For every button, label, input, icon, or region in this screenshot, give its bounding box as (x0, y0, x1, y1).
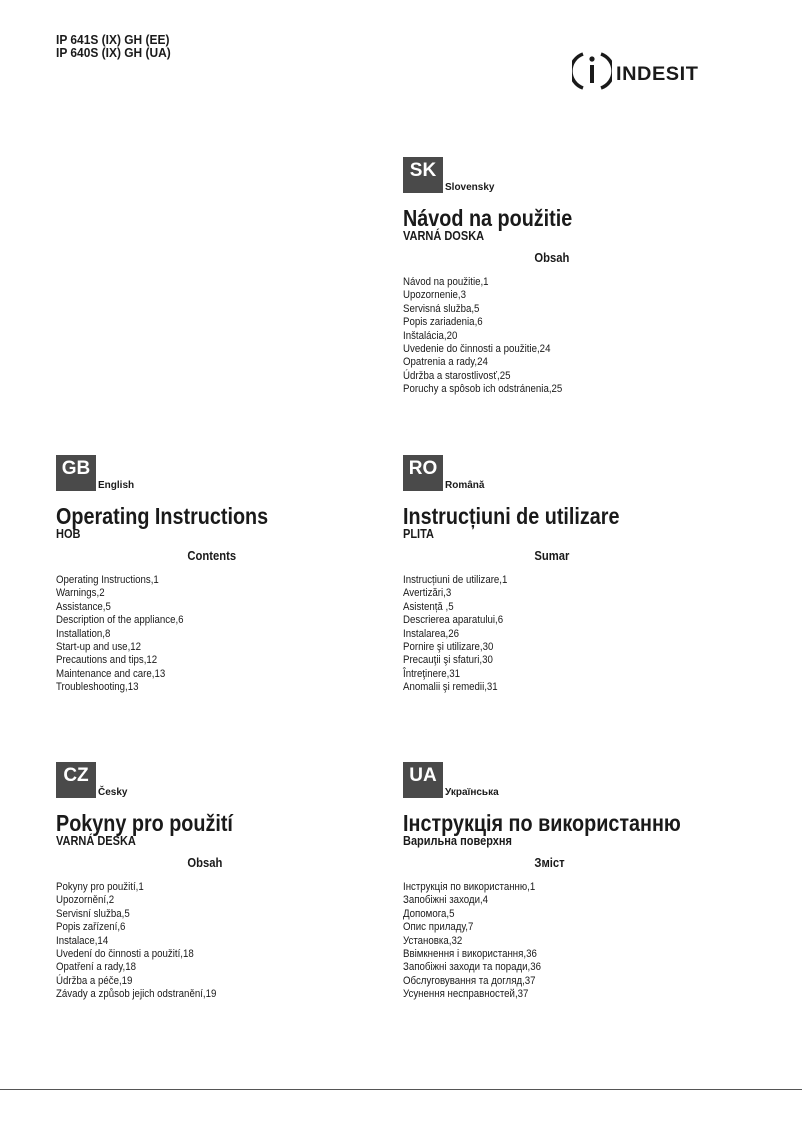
contents-item: Popis zařízení,6 (56, 921, 126, 934)
footer-divider (0, 1089, 802, 1090)
contents-item: Усунення несправностей,37 (403, 988, 529, 1001)
contents-item: Servisná služba,5 (403, 302, 480, 315)
contents-item: Installation,8 (56, 627, 111, 640)
indesit-logo (572, 50, 699, 92)
language-header (56, 762, 386, 798)
contents-item: Instalarea,26 (403, 627, 459, 640)
contents-item: Upozornenie,3 (403, 289, 466, 302)
language-name: Română (445, 480, 485, 491)
contents-item: Ввімкнення і використання,36 (403, 948, 537, 961)
contents-item: Popis zariadenia,6 (403, 316, 483, 329)
contents-list (56, 574, 386, 695)
contents-item: Opatrenia a rady,24 (403, 356, 488, 369)
contents-item: Údržba a starostlivosť,25 (403, 369, 511, 382)
language-code-badge: GB (56, 455, 96, 491)
language-header (403, 762, 733, 798)
contents-item: Pornire şi utilizare,30 (403, 641, 494, 654)
contents-item: Інструкція по використанню,1 (403, 881, 536, 893)
indesit-i-icon (572, 50, 612, 92)
contents-item: Опис приладу,7 (403, 921, 474, 934)
section-subtitle: HOB (56, 527, 81, 541)
contents-item: Description of the appliance,6 (56, 614, 184, 627)
contents-item: Precauţii şi sfaturi,30 (403, 654, 493, 667)
language-section-ua (403, 762, 733, 1002)
section-title: Operating Instructions (56, 503, 269, 529)
contents-item: Запобіжні заходи та поради,36 (403, 961, 541, 974)
language-name: Українська (445, 787, 499, 798)
contents-heading: Obsah (187, 856, 223, 870)
contents-item: Opatření a rady,18 (56, 961, 136, 974)
contents-item: Asistență ,5 (403, 600, 454, 613)
contents-item: Závady a způsob jejich odstranění,19 (56, 988, 217, 1001)
contents-item: Uvedenie do činnosti a použitie,24 (403, 343, 551, 356)
contents-list (403, 881, 733, 1002)
contents-heading: Contents (187, 549, 237, 563)
contents-item: Poruchy a spôsob ich odstránenia,25 (403, 383, 563, 396)
contents-item: Instrucțiuni de utilizare,1 (403, 574, 508, 586)
language-name: Česky (98, 787, 128, 798)
contents-item: Pokyny pro použití,1 (56, 881, 144, 893)
section-subtitle: VARNÁ DOSKA (403, 229, 485, 243)
contents-item: Start-up and use,12 (56, 641, 142, 654)
contents-item: Troubleshooting,13 (56, 681, 139, 694)
language-section-sk (403, 157, 733, 397)
contents-item: Обслуговування та догляд,37 (403, 974, 536, 987)
contents-item: Operating Instructions,1 (56, 574, 159, 586)
language-section-cz (56, 762, 386, 1002)
contents-item: Instalace,14 (56, 934, 109, 947)
section-subtitle: PLITA (403, 527, 434, 541)
contents-item: Допомога,5 (403, 907, 455, 920)
language-section-ro (403, 455, 733, 695)
contents-item: Warnings,2 (56, 587, 105, 600)
model-number: IP 640S (IX) GH (UA) (56, 45, 171, 60)
section-subtitle: Варильна поверхня (403, 834, 512, 848)
contents-heading: Obsah (534, 251, 570, 265)
contents-item: Запобіжні заходи,4 (403, 894, 489, 907)
contents-item: Servisní služba,5 (56, 907, 130, 920)
contents-item: Maintenance and care,13 (56, 667, 166, 680)
contents-item: Návod na použitie,1 (403, 276, 489, 288)
language-code-badge: RO (403, 455, 443, 491)
brand-name: indesit (616, 55, 699, 86)
contents-item: Upozornění,2 (56, 894, 115, 907)
model-numbers (56, 33, 171, 59)
language-section-gb (56, 455, 386, 695)
section-subtitle: VARNÁ DESKA (56, 834, 136, 848)
contents-item: Uvedení do činnosti a použití,18 (56, 948, 194, 961)
language-code-badge: SK (403, 157, 443, 193)
section-title: Інструкція по використанню (403, 810, 681, 836)
language-header (403, 455, 733, 491)
section-title: Instrucțiuni de utilizare (403, 503, 620, 529)
contents-heading: Зміст (534, 856, 565, 870)
contents-item: Descrierea aparatului,6 (403, 614, 504, 627)
language-name: Slovensky (445, 182, 495, 193)
contents-list (403, 574, 733, 695)
language-header (56, 455, 386, 491)
language-code-badge: UA (403, 762, 443, 798)
contents-item: Precautions and tips,12 (56, 654, 158, 667)
language-header (403, 157, 733, 193)
model-number: IP 641S (IX) GH (EE) (56, 32, 170, 47)
contents-item: Установка,32 (403, 934, 463, 947)
language-name: English (98, 480, 135, 491)
contents-item: Údržba a péče,19 (56, 974, 133, 987)
contents-item: Anomalii şi remedii,31 (403, 681, 498, 694)
contents-list (56, 881, 386, 1002)
contents-item: Întreţinere,31 (403, 667, 461, 680)
contents-item: Inštalácia,20 (403, 329, 458, 342)
section-title: Návod na použitie (403, 205, 573, 231)
section-title: Pokyny pro použití (56, 810, 233, 836)
contents-item: Assistance,5 (56, 600, 111, 613)
language-code-badge: CZ (56, 762, 96, 798)
contents-item: Avertizări,3 (403, 587, 452, 600)
contents-heading: Sumar (534, 549, 570, 563)
contents-list (403, 276, 733, 397)
